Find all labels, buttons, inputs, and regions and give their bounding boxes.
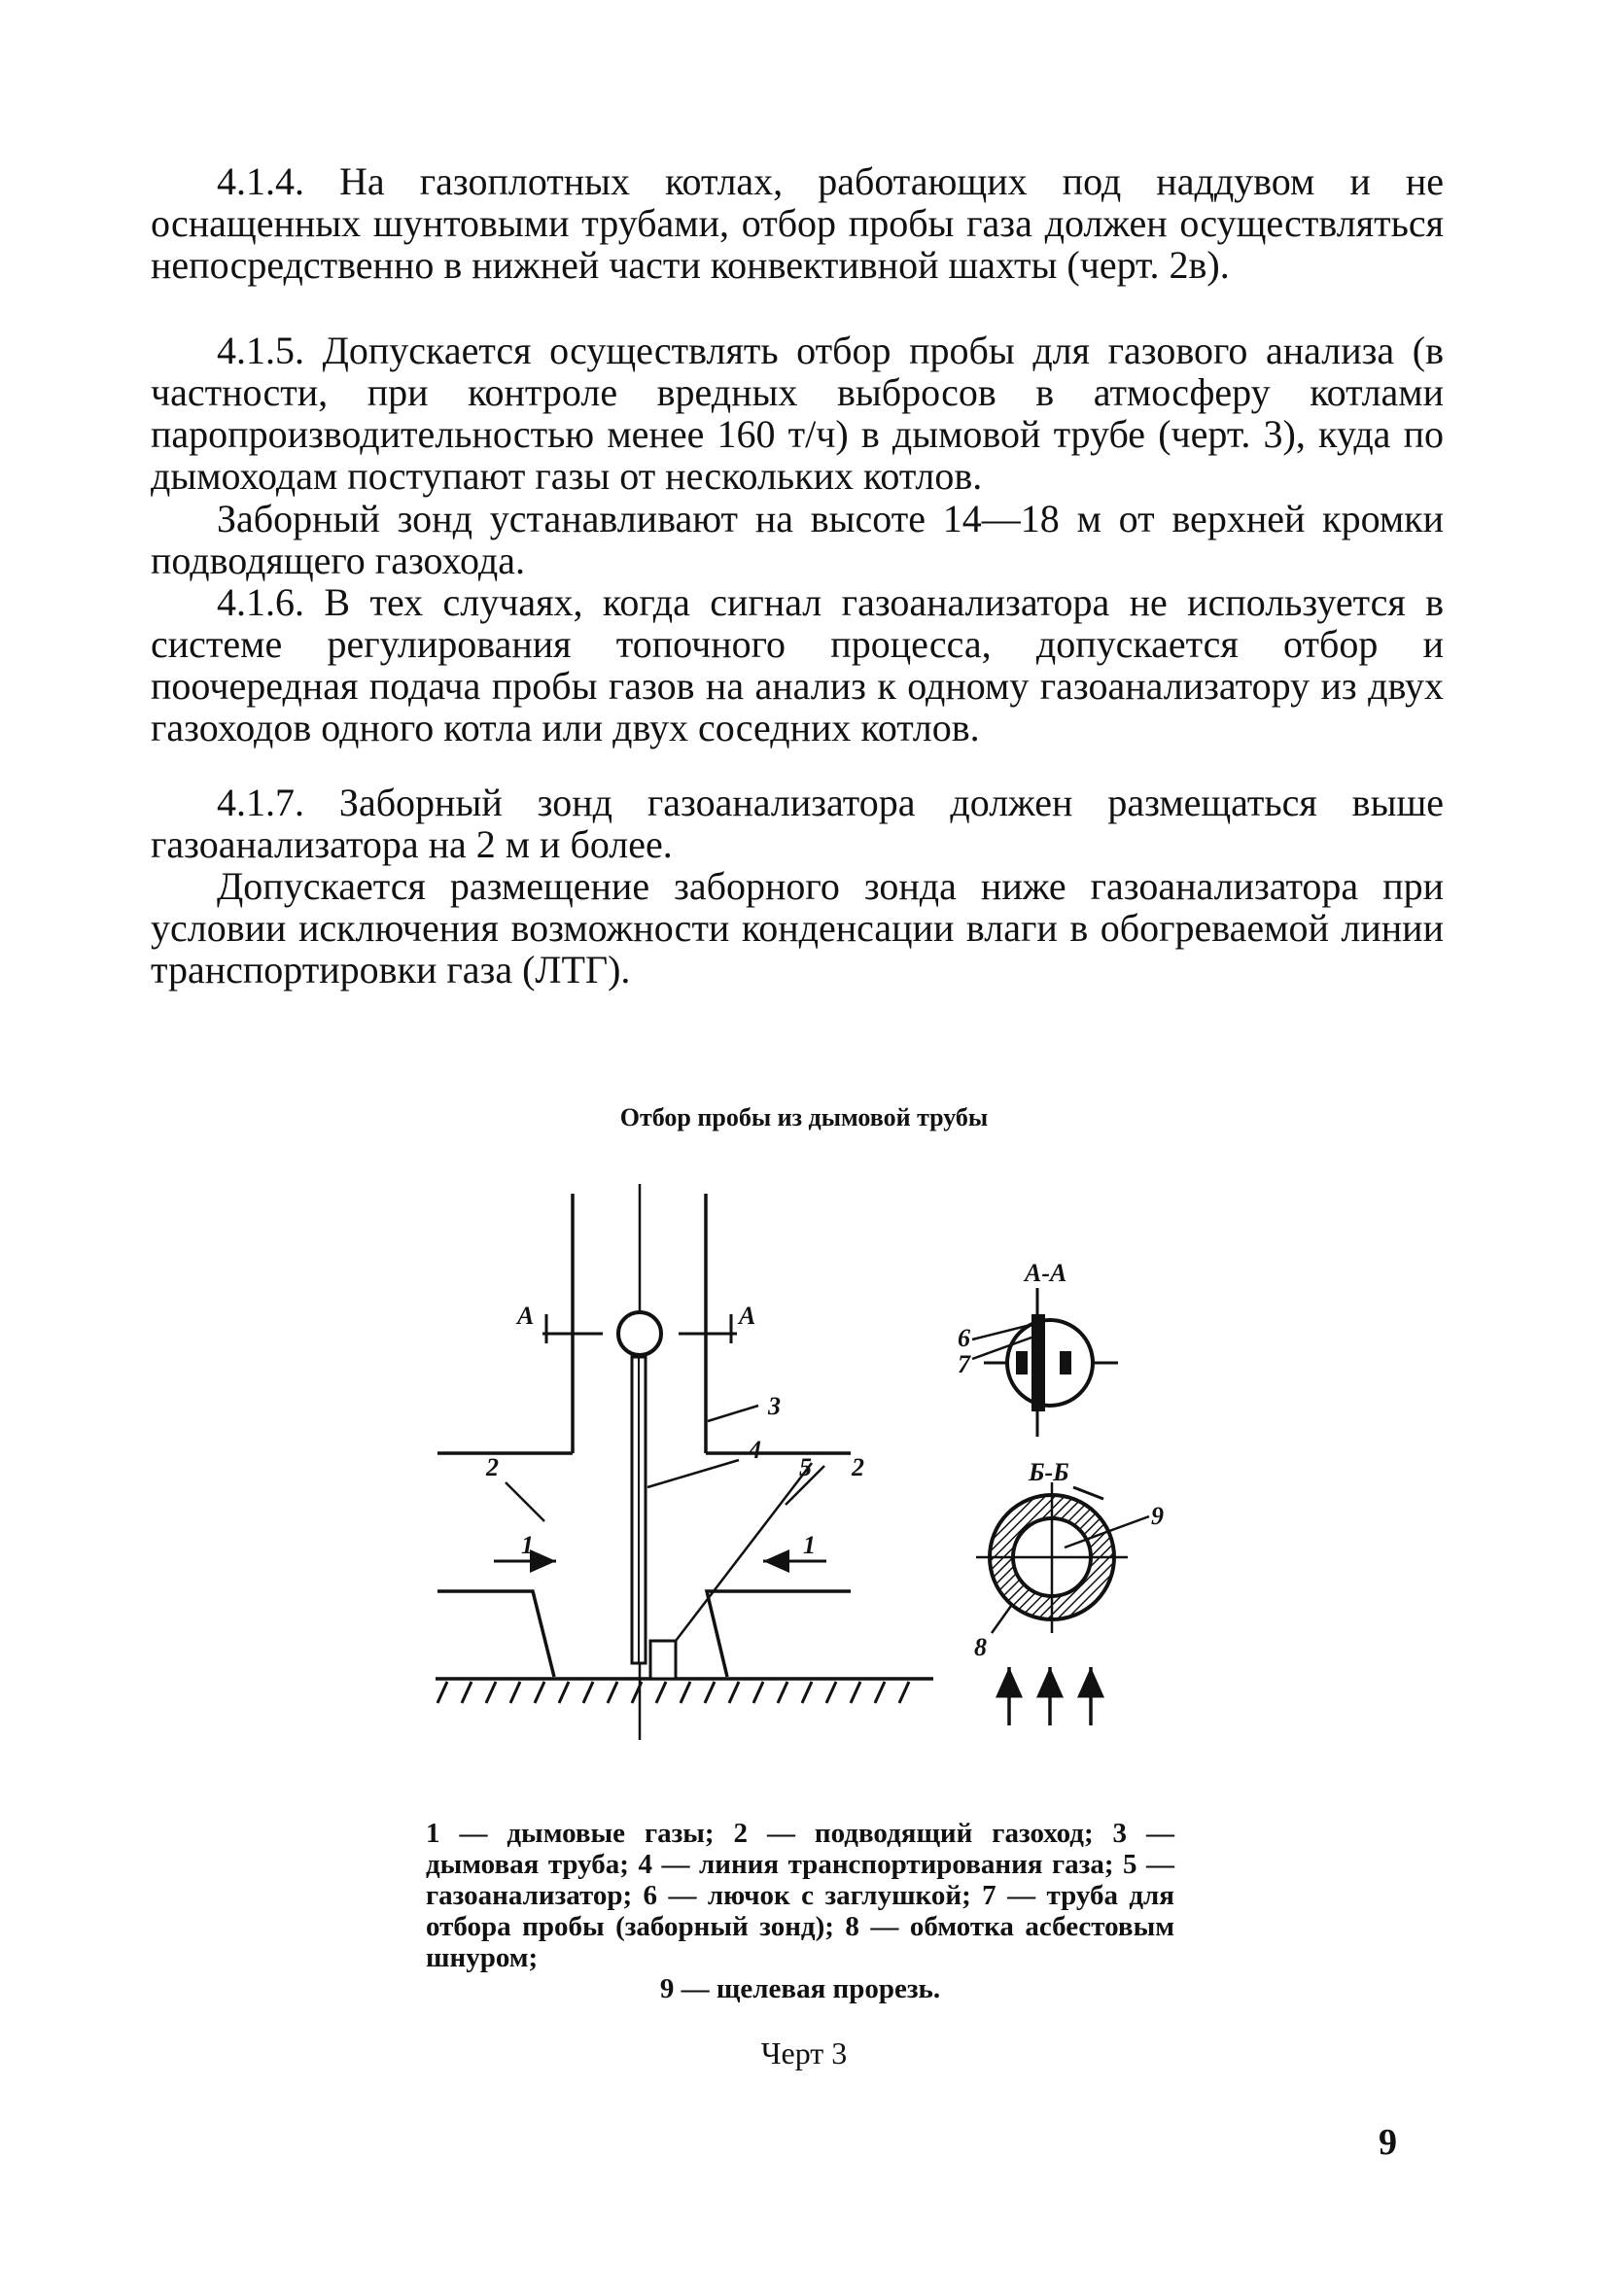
label-6: 6	[958, 1324, 970, 1352]
label-section-a-left: А	[517, 1302, 535, 1330]
paragraph-text: Заборный зонд устанавливают на высоте 14—18 м от верхней кромки подводящего газохода.	[151, 497, 1444, 582]
label-4: 4	[749, 1436, 761, 1464]
label-section-a-right: А	[739, 1302, 756, 1330]
gas-analyser	[650, 1641, 676, 1679]
label-2-left: 2	[486, 1453, 499, 1481]
paragraph-number: 4.1.7.	[217, 781, 304, 824]
label-8: 8	[974, 1633, 987, 1661]
figure-title: Отбор пробы из дымовой трубы	[619, 1103, 989, 1131]
upward-flow-arrows	[1009, 1667, 1091, 1725]
paragraph-text: В тех случаях, когда сигнал газоанализатора не используется в системе регулирования топочного процесса, допускается отбор и поочередная подача пробы газов на анализ к одному газоанализатору из двух газоходов одного котла или двух соседних котлов.	[151, 580, 1445, 749]
label-section-bb: Б-Б	[1029, 1458, 1069, 1486]
figure-caption: Черт 3	[760, 2035, 848, 2070]
label-1-left: 1	[521, 1531, 534, 1559]
label-3: 3	[768, 1392, 781, 1420]
paragraph-text: Заборный зонд газоанализатора должен размещаться выше газоанализатора на 2 м и более.	[151, 781, 1444, 866]
paragraph-text: Допускается осуществлять отбор пробы для газового анализа (в частности, при контроле вредных выбросов в атмосферу котлами паропроизводительностью менее 160 т/ч) в дымовой трубе (черт. 3), куда по дымоходам поступают газы от нескольких котлов.	[151, 329, 1444, 498]
paragraph-number: 4.1.6.	[217, 580, 304, 624]
paragraph-text: На газоплотных котлах, работающих под наддувом и не оснащенных шунтовыми трубами, отбор пробы газа должен осуществляться непосредственно в нижней части конвективной шахты (черт. 2в).	[151, 159, 1444, 287]
probe-hatch-circle	[618, 1312, 661, 1355]
label-section-aa: А-А	[1025, 1259, 1067, 1287]
ground-hatching	[437, 1682, 909, 1703]
label-9: 9	[1151, 1502, 1164, 1530]
label-5: 5	[799, 1453, 812, 1481]
legend-items: 1 — дымовые газы; 2 — подводящий газоход; 3 — дымовая труба; 4 — линия транспортирования газа; 5 — газоанализатор; 6 — лючок с заглушкой; 7 — труба для отбора пробы (заборный зонд); 8 — обмотка асбестовым шнуром;	[426, 1818, 1174, 1973]
paragraph-number: 4.1.5.	[217, 329, 304, 372]
legend-last-item: 9 — щелевая прорезь.	[659, 1973, 941, 2004]
paragraph-text: Допускается размещение заборного зонда ниже газоанализатора при условии исключения возможности конденсации влаги в обогреваемой линии транспортировки газа (ЛТГ).	[151, 864, 1444, 991]
label-1-right: 1	[803, 1531, 816, 1559]
label-7: 7	[958, 1350, 970, 1378]
paragraph-number: 4.1.4.	[217, 159, 304, 203]
figure-legend	[426, 1818, 1174, 2004]
page-number: 9	[1379, 2122, 1397, 2163]
section-aa-probe	[1031, 1314, 1045, 1411]
label-2-right: 2	[852, 1453, 864, 1481]
